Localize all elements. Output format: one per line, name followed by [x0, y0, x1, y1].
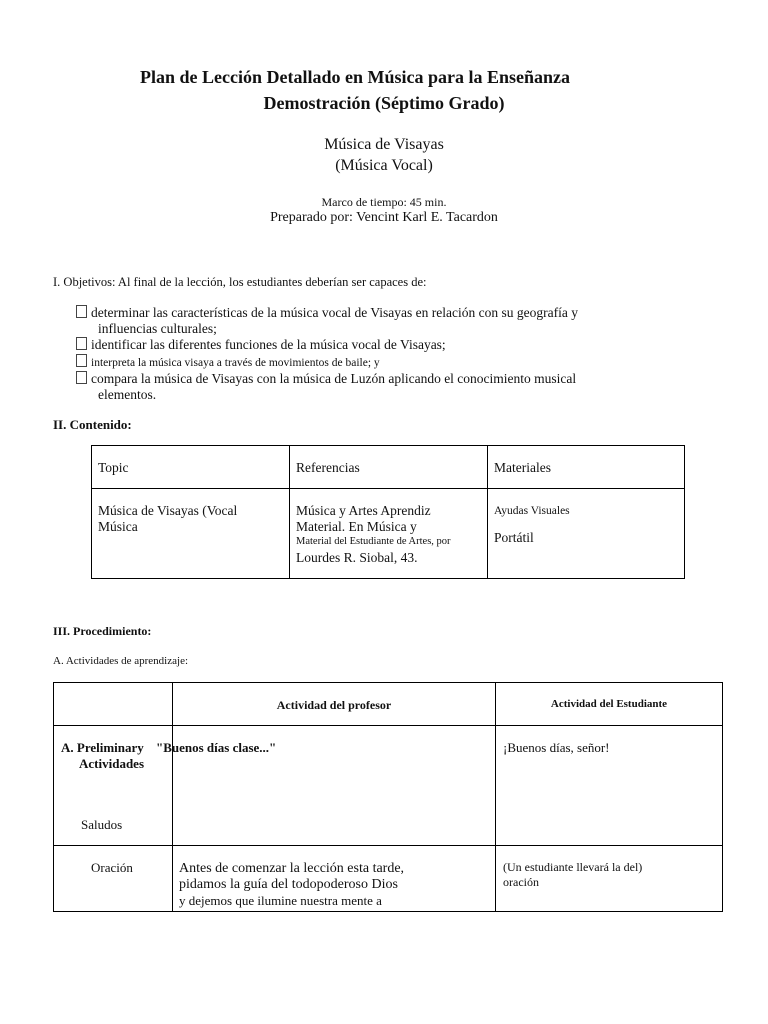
checkbox-glyph-icon [76, 305, 87, 318]
objective-item: identificar las diferentes funciones de la música vocal de Visayas; [76, 337, 446, 353]
objective-item: compara la música de Visayas con la música de Luzón aplicando el conocimiento musical elementos. [76, 371, 576, 403]
procedure-table [53, 682, 723, 912]
content-header-topic: Topic [92, 446, 290, 489]
time-frame: Marco de tiempo: 45 min. [321, 195, 447, 209]
checkbox-glyph-icon [76, 354, 87, 367]
procedure-label-cell: A. Preliminary Actividades Saludos [54, 726, 173, 846]
content-materials-cell: Ayudas Visuales Portátil [488, 489, 685, 579]
content-header-references: Referencias [290, 446, 488, 489]
objective-item: determinar las características de la música vocal de Visayas en relación con su geografía y influencias culturales; [76, 305, 578, 337]
procedure-header-teacher: Actividad del profesor [173, 683, 496, 726]
content-references-cell: Música y Artes Aprendiz Material. En Música y Material del Estudiante de Artes, por Lourdes R. Siobal, 43. [290, 489, 488, 579]
teacher-activity-cell: "Buenos días clase..." [173, 726, 496, 846]
objective-item: interpreta la música visaya a través de movimientos de baile; y [76, 354, 380, 371]
learning-activities-label: A. Actividades de aprendizaje: [53, 655, 189, 667]
objectives-heading: I. Objetivos: Al final de la lección, los estudiantes deberían ser capaces de: [53, 275, 427, 289]
checkbox-glyph-icon [76, 337, 87, 350]
content-topic-cell: Música de Visayas (Vocal Música [92, 489, 290, 579]
content-header-materials: Materiales [488, 446, 685, 489]
procedure-header-empty [54, 683, 173, 726]
student-activity-cell: (Un estudiante llevará la del) oración [496, 846, 723, 912]
procedure-label-cell: Oración [54, 846, 173, 912]
document-title-line2: Demostración (Séptimo Grado) [263, 93, 505, 113]
content-heading: II. Contenido: [53, 417, 132, 432]
prepared-by: Preparado por: Vencint Karl E. Tacardon [270, 210, 498, 225]
checkbox-glyph-icon [76, 371, 87, 384]
content-table [91, 445, 685, 579]
subject-subtitle: (Música Vocal) [335, 157, 433, 174]
student-activity-cell: ¡Buenos días, señor! [496, 726, 723, 846]
procedure-header-student: Actividad del Estudiante [496, 683, 723, 726]
procedure-heading: III. Procedimiento: [53, 624, 152, 638]
document-title-line1: Plan de Lección Detallado en Música para la Enseñanza [140, 67, 571, 87]
teacher-activity-cell: Antes de comenzar la lección esta tarde, pidamos la guía del todopoderoso Dios y dejemos que ilumine nuestra mente a [173, 846, 496, 912]
subject-title: Música de Visayas [324, 136, 444, 153]
